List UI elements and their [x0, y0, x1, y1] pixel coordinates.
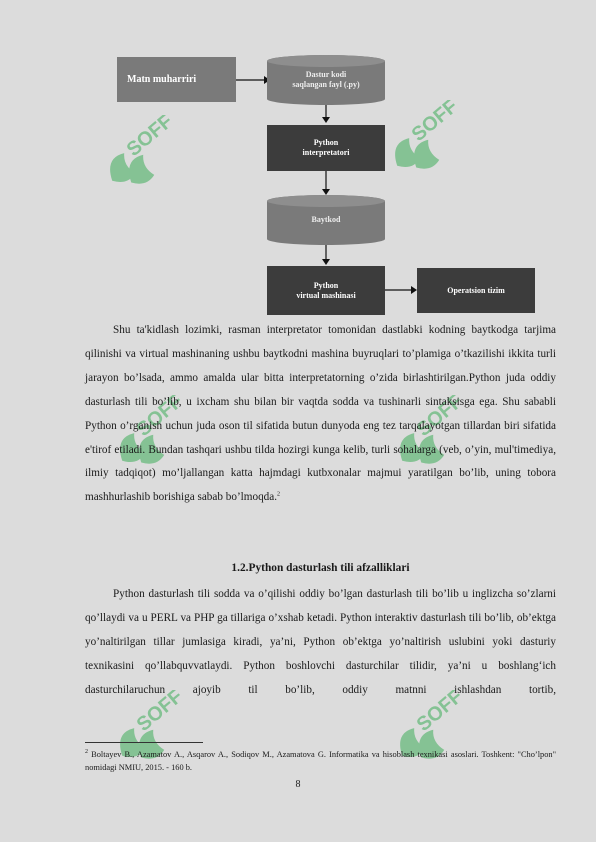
page-number: 8 — [295, 779, 301, 790]
text-editor-box — [117, 57, 236, 102]
arrow-vm-to-os — [385, 284, 417, 296]
svg-text:SOFF: SOFF — [122, 115, 175, 161]
virtual-machine-label: Python virtual mashinasi — [296, 280, 356, 300]
text-editor-label: Matn muharriri — [127, 73, 197, 85]
arrow-file-to-interpreter — [321, 105, 331, 123]
section-heading: 1.2.Python dasturlash tili afzalliklari — [231, 562, 410, 574]
paragraph-1-text: Shu ta'kidlash lozimki, rasman interpretator tomonidan dastlabki kodning baytkodga tarjima qilinishi va virtual mashinaning ushbu baytkodni mashina buyruqlari to’plamiga o’tkazilishi ikkita turli jarayon bo’lsada, ammo amalda ular bitta interpretatorning o’zida birlashtirilgan.Python juda oddiy dasturlash tili bo’lib, u ixcham shu bilan bir vaqtda sodda va tushinarli sintaksisga ega. Shu sababli Python o’rganish uchun juda oson til sifatida butun dunyoda eng tez tarqalayotgan tillardan biri sifatida e'tirof etiladi. Bundan tashqari ushbu tilda hozirgi kunga kelib, turli sohalarga (veb, o’yin, mul'timediya, ilmiy tadqiqot) mo’ljallangan katta hajmdagi kutbxonalar majmui yaratilgan bo’lib, uning tobora mashhurlashib borishiga sabab bo’lmoqda. — [85, 324, 556, 504]
body-paragraph-1 — [85, 319, 556, 510]
svg-text:SOFF: SOFF — [412, 395, 465, 441]
body-paragraph-2: Python dasturlash tili sodda va o’qilishi oddiy bo’lgan dasturlash tili bo’lib u inglizcha so’zlarni qo’llaydi va u PERL va PHP ga tillariga o’xshab ketadi. Python interaktiv dasturlash tili bo’lib, ob’ektga yo’naltirilgan tillar jumlasiga kiradi, ya’ni, Python ob’ektga yo’naltirish uslubini yoki dasturiy texnikasini qo’llabquvvatlaydi. Python boshlovchi dasturchilar tilidir, ya’ni u boshlang‘ich dasturchilaruchun ajoyib til bo’lib, oddiy matnni ishlashdan tortib, — [85, 588, 556, 696]
footnote-text: Boltayev B., Azamatov A., Asqarov A., Sodiqov M., Azamatova G. Informatika va hisoblash texnikasi asoslari. Toshkent: "Cho’lpon" nomidagi NMIU, 2015. - 160 b. — [85, 750, 556, 772]
source-file-cylinder — [267, 55, 385, 105]
bytecode-label: Baytkod — [311, 215, 341, 224]
bytecode-cylinder — [267, 195, 385, 245]
svg-text:SOFF: SOFF — [407, 100, 460, 146]
footnote-divider — [85, 742, 203, 743]
operating-system-box — [417, 268, 535, 313]
arrow-editor-to-file — [236, 74, 270, 86]
virtual-machine-box — [267, 266, 385, 315]
svg-text:SOFF: SOFF — [132, 690, 185, 736]
footnote — [85, 748, 556, 774]
arrow-bytecode-to-vm — [321, 245, 331, 265]
interpreter-label: Python interpretatori — [302, 138, 350, 157]
source-file-label: Dastur kodi saqlangan fayl (.py) — [292, 70, 360, 89]
arrow-interpreter-to-bytecode — [321, 171, 331, 195]
svg-text:SOFF: SOFF — [132, 395, 185, 441]
footnote-mark: 2 — [85, 749, 88, 756]
footnote-reference: 2 — [277, 491, 281, 498]
interpreter-box — [267, 125, 385, 171]
operating-system-label: Operatsion tizim — [447, 285, 505, 295]
svg-text:SOFF: SOFF — [412, 690, 465, 736]
soff-watermark-logo — [85, 115, 175, 205]
